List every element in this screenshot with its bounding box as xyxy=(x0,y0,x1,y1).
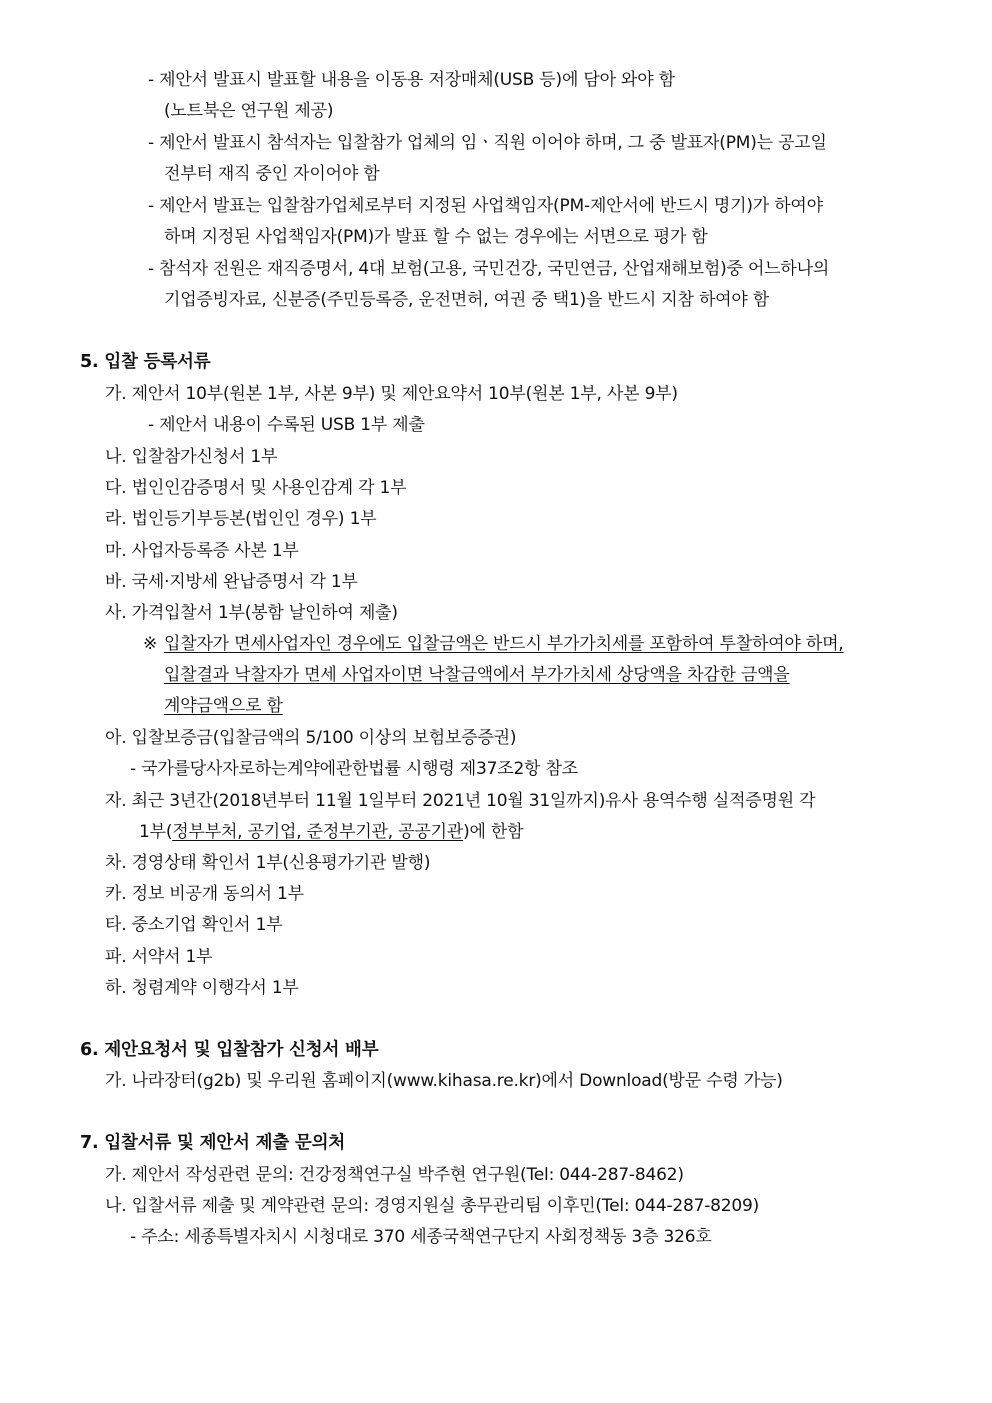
s5-item-a-sub: - 국가를당사자로하는계약에관한법률 시행령 제37조2항 참조 xyxy=(130,759,578,779)
s5-item-ha: 하. 청렴계약 이행각서 1부 xyxy=(105,978,299,998)
top-bullet-3-cont: 하며 지정된 사업책임자(PM)가 발표 할 수 없는 경우에는 서면으로 평가 함 xyxy=(164,227,708,247)
ja-pre: 1부( xyxy=(139,822,173,842)
s7-item-na: 나. 입찰서류 제출 및 계약관련 문의: 경영지원실 총무관리팀 이후민(Tel: 044-287-8209) xyxy=(105,1196,760,1216)
s5-item-pa: 파. 서약서 1부 xyxy=(105,947,213,967)
s5-item-ra: 라. 법인등기부등본(법인인 경우) 1부 xyxy=(105,509,377,529)
s5-item-da: 다. 법인인감증명서 및 사용인감계 각 1부 xyxy=(105,478,407,498)
top-bullet-2: - 제안서 발표시 참석자는 입찰참가 업체의 임ㆍ직원 이어야 하며, 그 중 발표자(PM)는 공고일 xyxy=(148,133,827,153)
s5-item-ja: 자. 최근 3년간(2018년부터 11월 1일부터 2021년 10월 31일까지)유사 용역수행 실적증명원 각 xyxy=(105,791,816,811)
note-line-2: 입찰결과 낙찰자가 면세 사업자이면 낙찰금액에서 부가가치세 상당액을 차감한 금액을 xyxy=(164,665,790,685)
top-bullet-4-cont: 기업증빙자료, 신분증(주민등록증, 운전면허, 여권 중 택1)을 반드시 지참 하여야 함 xyxy=(164,290,770,310)
s5-item-sa: 사. 가격입찰서 1부(봉함 날인하여 제출) xyxy=(105,603,398,623)
s5-item-ma: 마. 사업자등록증 사본 1부 xyxy=(105,541,299,561)
ja-institutions: 정부부처, 공기업, 준정부기관, 공공기관 xyxy=(172,822,464,842)
s7-item-ga: 가. 제안서 작성관련 문의: 건강정책연구실 박주현 연구원(Tel: 044-287-8462) xyxy=(105,1165,684,1185)
note-line-3: 계약금액으로 함 xyxy=(164,696,283,716)
section-5-heading: 5. 입찰 등록서류 xyxy=(80,352,211,372)
s5-item-ba: 바. 국세·지방세 완납증명서 각 1부 xyxy=(105,572,358,592)
note-mark: ※ xyxy=(143,634,158,654)
s6-item-ga: 가. 나라장터(g2b) 및 우리원 홈페이지(www.kihasa.re.kr)에서 Download(방문 수령 가능) xyxy=(105,1071,783,1091)
s5-item-cha: 차. 경영상태 확인서 1부(신용평가기관 발행) xyxy=(105,853,431,873)
top-bullet-3: - 제안서 발표는 입찰참가업체로부터 지정된 사업책임자(PM-제안서에 반드시 명기)가 하여야 xyxy=(148,196,823,216)
top-bullet-4: - 참석자 전원은 재직증명서, 4대 보험(고용, 국민건강, 국민연금, 산업재해보험)중 어느하나의 xyxy=(148,259,830,279)
note-line-1: 입찰자가 면세사업자인 경우에도 입찰금액은 반드시 부가가치세를 포함하여 투찰하여야 하며, xyxy=(164,634,844,654)
s5-item-ga: 가. 제안서 10부(원본 1부, 사본 9부) 및 제안요약서 10부(원본 1부, 사본 9부) xyxy=(105,384,678,404)
ja-post: )에 한함 xyxy=(463,822,524,842)
s7-address: - 주소: 세종특별자치시 시청대로 370 세종국책연구단지 사회정책동 3층 326호 xyxy=(130,1227,712,1247)
top-bullet-2-cont: 전부터 재직 중인 자이어야 함 xyxy=(164,164,380,184)
s5-item-ta: 타. 중소기업 확인서 1부 xyxy=(105,915,283,935)
top-bullet-1-cont: (노트북은 연구원 제공) xyxy=(164,101,334,121)
s5-item-ga-sub: - 제안서 내용이 수록된 USB 1부 제출 xyxy=(148,415,425,435)
s5-item-ja-cont xyxy=(139,821,523,843)
top-bullet-1: - 제안서 발표시 발표할 내용을 이동용 저장매체(USB 등)에 담아 와야 함 xyxy=(148,70,675,90)
s5-item-na: 나. 입찰참가신청서 1부 xyxy=(105,447,278,467)
s5-item-a: 아. 입찰보증금(입찰금액의 5/100 이상의 보험보증증권) xyxy=(105,728,517,748)
s5-item-ka: 카. 정보 비공개 동의서 1부 xyxy=(105,884,304,904)
section-6-heading: 6. 제안요청서 및 입찰참가 신청서 배부 xyxy=(80,1040,379,1060)
section-7-heading: 7. 입찰서류 및 제안서 제출 문의처 xyxy=(80,1133,346,1153)
